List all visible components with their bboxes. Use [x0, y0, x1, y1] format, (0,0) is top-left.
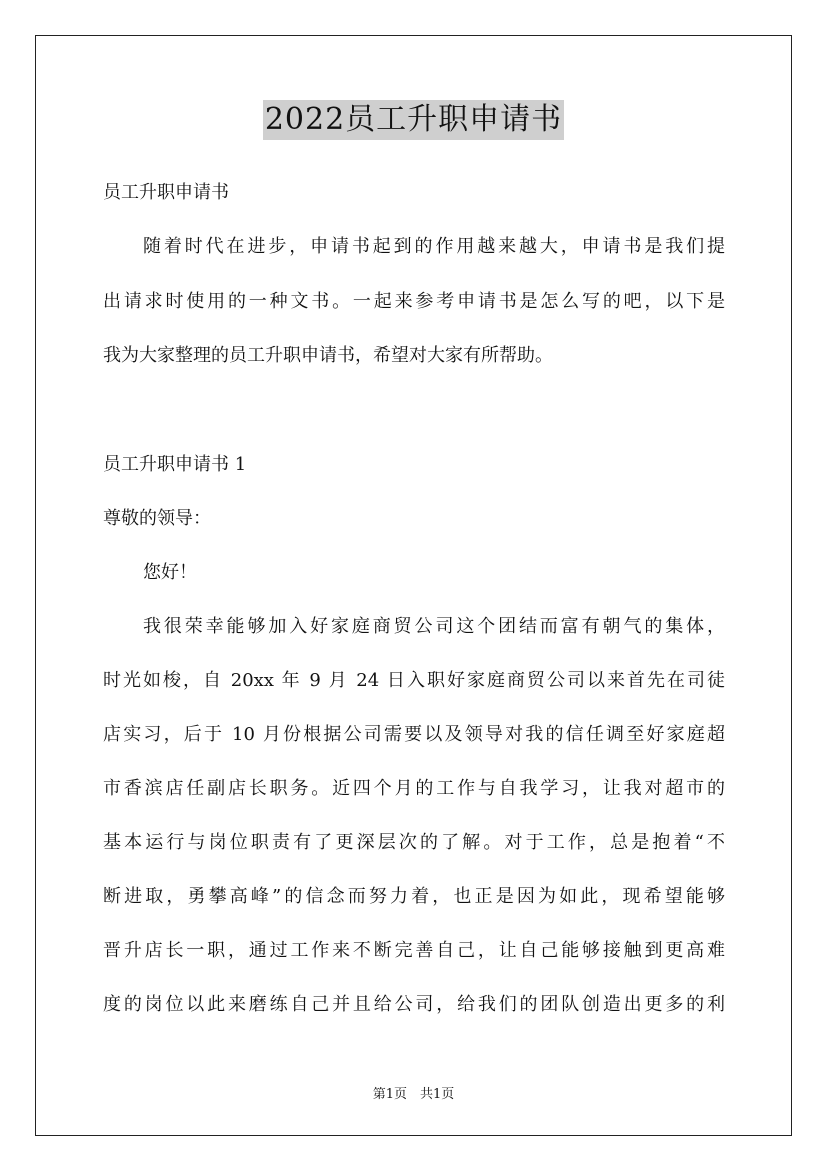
- section-heading: 员工升职申请书 1: [103, 454, 247, 475]
- body-line: 度的岗位以此来磨练自己并且给公司，给我们的团队创造出更多的利: [103, 994, 725, 1015]
- page-footer: 第1页 共1页: [372, 1087, 455, 1102]
- intro-line: 随着时代在进步，申请书起到的作用越来越大，申请书是我们提: [143, 236, 725, 257]
- body-line: 我很荣幸能够加入好家庭商贸公司这个团结而富有朝气的集体，: [143, 616, 725, 637]
- body-line: 基本运行与岗位职责有了更深层次的了解。对于工作，总是抱着“不: [103, 832, 725, 853]
- body-line: 店实习，后于 10 月份根据公司需要以及领导对我的信任调至好家庭超: [103, 724, 725, 745]
- body-line: 断进取，勇攀高峰”的信念而努力着，也正是因为如此，现希望能够: [103, 886, 725, 907]
- greeting: 您好！: [143, 562, 197, 583]
- title-wrap: [0, 100, 827, 140]
- document-title: 2022员工升职申请书: [263, 100, 564, 140]
- subtitle: 员工升职申请书: [103, 182, 229, 203]
- intro-line: 出请求时使用的一种文书。一起来参考申请书是怎么写的吧，以下是: [103, 291, 725, 312]
- salutation: 尊敬的领导：: [103, 508, 211, 529]
- body-line: 市香滨店任副店长职务。近四个月的工作与自我学习，让我对超市的: [103, 778, 725, 799]
- body-line: 晋升店长一职，通过工作来不断完善自己，让自己能够接触到更高难: [103, 940, 725, 961]
- intro-line: 我为大家整理的员工升职申请书，希望对大家有所帮助。: [103, 345, 553, 366]
- body-line: 时光如梭，自 20xx 年 9 月 24 日入职好家庭商贸公司以来首先在司徒: [103, 670, 725, 691]
